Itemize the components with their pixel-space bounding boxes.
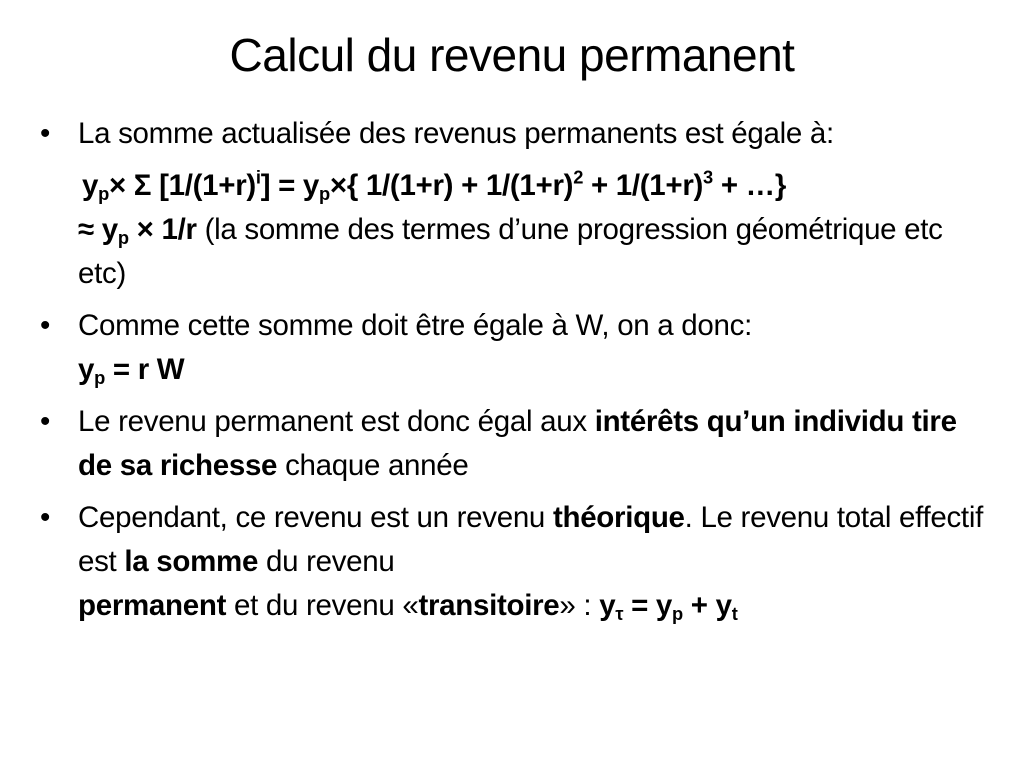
bold-text: théorique bbox=[552, 501, 685, 534]
bullet-text: » : bbox=[559, 589, 600, 622]
formula-bold: $y_p\times \Sigma$ $[1/(1+r)^i] = y_p\times${ $1/(1+r) + 1/(1+r)^2 + 1/(1+r)^3$ + …} bbox=[82, 166, 787, 205]
bullet-dot: • bbox=[40, 309, 51, 342]
bullet-dot: • bbox=[40, 501, 51, 534]
bullet-text: . Le revenu total effectif est bbox=[78, 501, 983, 578]
bullet-item-2 bbox=[40, 304, 985, 392]
equation: $y_p = r$ W bbox=[78, 353, 185, 389]
formula-block bbox=[40, 164, 985, 296]
bullet-text: chaque année bbox=[277, 449, 469, 482]
bullet-text: du revenu bbox=[258, 545, 395, 578]
formula-approx: ≈ $y_p \times 1/r$ bbox=[78, 213, 197, 249]
bullet-text: Comme cette somme doit être égale à W, on a donc: bbox=[78, 309, 752, 342]
bullet-text: et du revenu « bbox=[226, 589, 419, 622]
slide-title: Calcul du revenu permanent bbox=[229, 29, 795, 81]
bullet-item-1 bbox=[40, 112, 985, 156]
slide-content bbox=[40, 112, 985, 636]
bullet-text: Cependant, ce revenu est un revenu bbox=[78, 501, 553, 534]
bullet-item-4 bbox=[40, 496, 985, 628]
bullet-text: La somme actualisée des revenus permanents est égale à: bbox=[78, 117, 834, 150]
bullet-text: Le revenu permanent est donc égal aux bbox=[78, 405, 595, 438]
formula-approx-line bbox=[78, 208, 985, 296]
formula-line bbox=[78, 164, 985, 208]
bullet-dot: • bbox=[40, 117, 51, 150]
bullet-item-3 bbox=[40, 400, 985, 488]
formula-note: (la somme des termes d’une progression géométrique etc etc) bbox=[78, 213, 943, 290]
bold-text: intérêts qu’un individu tire de sa richesse bbox=[78, 405, 957, 482]
bullet-dot: • bbox=[40, 405, 51, 438]
bold-text: permanent bbox=[78, 589, 227, 622]
bold-text: la somme bbox=[124, 545, 259, 578]
bold-text: transitoire bbox=[418, 589, 560, 622]
equation: $y_\tau = y_p + y_t$ bbox=[599, 589, 738, 625]
